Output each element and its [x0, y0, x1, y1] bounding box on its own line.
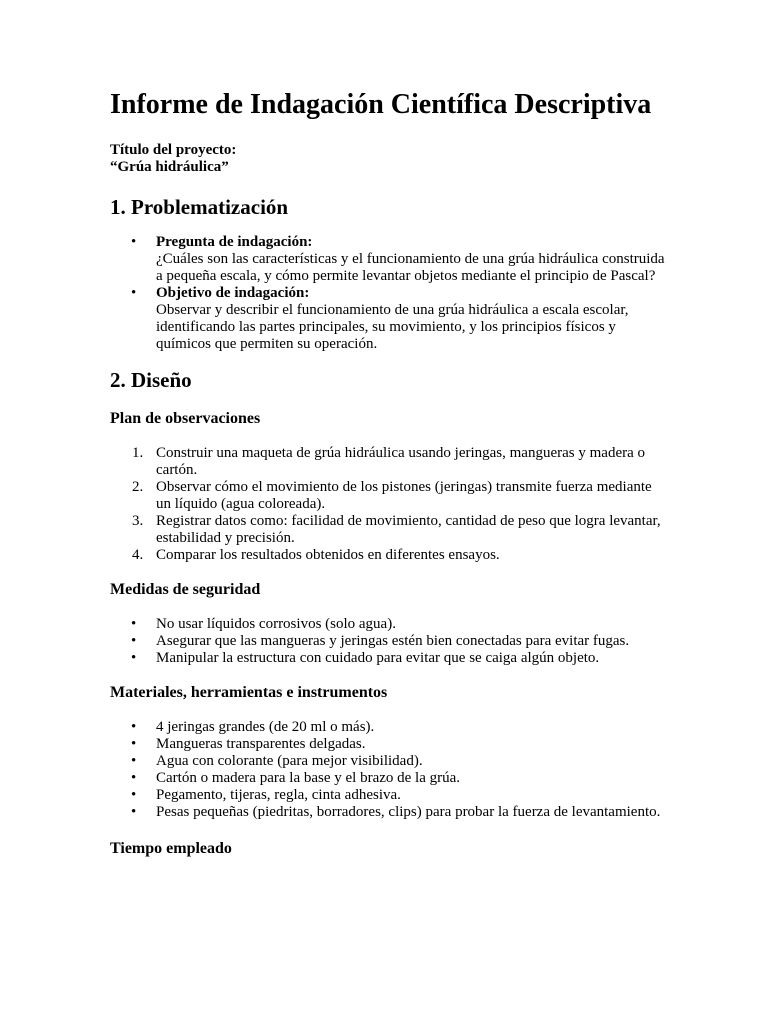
list-item-text: Registrar datos como: facilidad de movimiento, cantidad de peso que logra levantar, estabilidad y precisión. — [156, 513, 661, 546]
list-item-text: Observar cómo el movimiento de los pistones (jeringas) transmite fuerza mediante un líquido (agua coloreada). — [156, 479, 652, 512]
safety-heading: Medidas de seguridad — [110, 581, 261, 598]
list-item-text: Mangueras transparentes delgadas. — [156, 736, 366, 752]
bullet-marker: • — [131, 804, 137, 820]
list-item-text: Cartón o madera para la base y el brazo de la grúa. — [156, 770, 461, 786]
bullet-marker: • — [131, 633, 137, 649]
list-item — [110, 616, 670, 633]
list-item-text: Comparar los resultados obtenidos en diferentes ensayos. — [156, 547, 500, 563]
bullet-marker: • — [131, 719, 137, 735]
problematizacion-list — [110, 234, 670, 353]
list-item — [110, 445, 670, 479]
question-text: ¿Cuáles son las características y el funcionamiento de una grúa hidráulica construida a pequeña escala, y cómo permite levantar objetos mediante el principio de Pascal? — [156, 251, 665, 284]
materials-heading: Materiales, herramientas e instrumentos — [110, 684, 388, 701]
list-item — [110, 633, 670, 650]
list-item — [110, 479, 670, 513]
list-item-text: Asegurar que las mangueras y jeringas estén bien conectadas para evitar fugas. — [156, 633, 630, 649]
materials-list — [110, 719, 670, 821]
safety-list — [110, 616, 670, 667]
bullet-marker: • — [131, 736, 137, 752]
list-item-text: Construir una maqueta de grúa hidráulica usando jeringas, mangueras y madera o cartón. — [156, 445, 646, 478]
number-marker: 3. — [132, 513, 144, 529]
list-item-text: Pegamento, tijeras, regla, cinta adhesiva. — [156, 787, 401, 803]
project-block — [110, 142, 670, 176]
document-title: Informe de Indagación Científica Descriptiva — [110, 89, 652, 120]
bullet-marker: • — [131, 616, 137, 632]
number-marker: 1. — [132, 445, 144, 461]
project-label: Título del proyecto: — [110, 142, 237, 158]
list-item — [110, 770, 670, 787]
list-item — [110, 234, 670, 285]
bullet-marker: • — [131, 650, 137, 666]
list-item-text: Manipular la estructura con cuidado para evitar que se caiga algún objeto. — [156, 650, 600, 666]
list-item-text: Pesas pequeñas (piedritas, borradores, clips) para probar la fuerza de levantamiento. — [156, 804, 661, 820]
plan-list — [110, 445, 670, 564]
list-item — [110, 736, 670, 753]
bullet-marker: • — [131, 285, 137, 301]
bullet-marker: • — [131, 770, 137, 786]
objective-text: Observar y describir el funcionamiento de una grúa hidráulica a escala escolar, identificando las partes principales, su movimiento, y los principios físicos y químicos que permiten su operación. — [156, 302, 629, 352]
list-item — [110, 719, 670, 736]
section-heading-problematizacion: 1. Problematización — [110, 195, 289, 219]
bullet-marker: • — [131, 234, 137, 250]
number-marker: 2. — [132, 479, 144, 495]
list-item — [110, 787, 670, 804]
bullet-marker: • — [131, 787, 137, 803]
question-label: Pregunta de indagación: — [156, 234, 313, 250]
list-item-text: No usar líquidos corrosivos (solo agua). — [156, 616, 396, 632]
list-item — [110, 753, 670, 770]
plan-heading: Plan de observaciones — [110, 410, 261, 427]
document-page — [110, 88, 670, 859]
bullet-marker: • — [131, 753, 137, 769]
list-item-text: Agua con colorante (para mejor visibilidad). — [156, 753, 423, 769]
time-heading: Tiempo empleado — [110, 840, 232, 857]
objective-label: Objetivo de indagación: — [156, 285, 310, 301]
list-item — [110, 547, 670, 564]
list-item — [110, 804, 670, 821]
list-item — [110, 650, 670, 667]
list-item — [110, 513, 670, 547]
number-marker: 4. — [132, 547, 144, 563]
project-name: “Grúa hidráulica” — [110, 159, 229, 175]
list-item-text: 4 jeringas grandes (de 20 ml o más). — [156, 719, 375, 735]
list-item — [110, 285, 670, 353]
section-heading-diseno: 2. Diseño — [110, 368, 192, 392]
